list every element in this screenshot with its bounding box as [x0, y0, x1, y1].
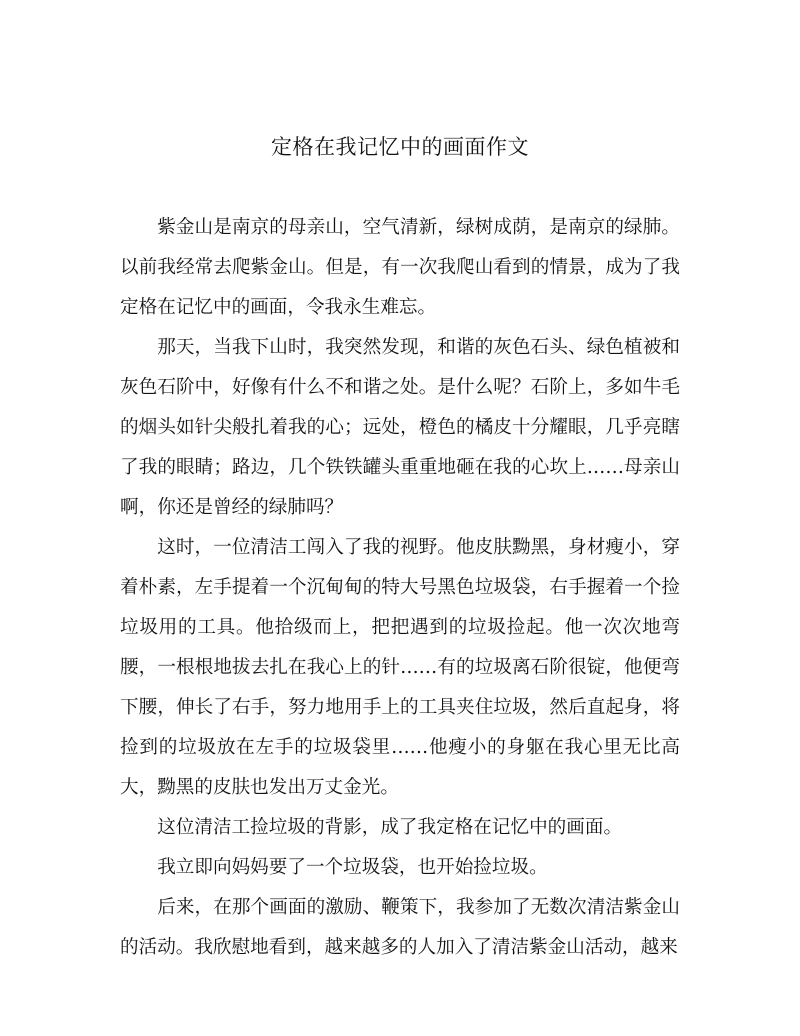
document-title: 定格在我记忆中的画面作文	[271, 135, 529, 159]
paragraph: 后来，在那个画面的激励、鞭策下，我参加了无数次清洁紫金山的活动。我欣慰地看到，越来越多的人加入了清洁紫金山活动，越来	[120, 897, 680, 958]
document-body	[120, 208, 680, 968]
paragraph: 紫金山是南京的母亲山，空气清新，绿树成荫，是南京的绿肺。以前我经常去爬紫金山。但是，有一次我爬山看到的情景，成为了我定格在记忆中的画面，令我永生难忘。	[120, 217, 680, 318]
paragraph: 那天，当我下山时，我突然发现，和谐的灰色石头、绿色植被和灰色石阶中，好像有什么不和谐之处。是什么呢？石阶上，多如牛毛的烟头如针尖般扎着我的心；远处，橙色的橘皮十分耀眼，几乎亮瞎了我的眼睛；路边，几个铁铁罐头重重地砸在我的心坎上……母亲山啊，你还是曾经的绿肺吗？	[120, 337, 680, 518]
paragraph: 我立即向妈妈要了一个垃圾袋，也开始捡垃圾。	[157, 857, 548, 878]
paragraph: 这时，一位清洁工闯入了我的视野。他皮肤黝黑，身材瘦小，穿着朴素，左手提着一个沉甸甸的特大号黑色垃圾袋，右手握着一个捡垃圾用的工具。他拾级而上，把把遇到的垃圾捡起。他一次次地弯腰，一根根地拔去扎在我心上的针……有的垃圾离石阶很锭，他便弯下腰，伸长了右手，努力地用手上的工具夹住垃圾，然后直起身，将捡到的垃圾放在左手的垃圾袋里……他瘦小的身躯在我心里无比高大，黝黑的皮肤也发出万丈金光。	[120, 537, 680, 798]
paragraph: 这位清洁工捡垃圾的背影，成了我定格在记忆中的画面。	[157, 817, 623, 838]
